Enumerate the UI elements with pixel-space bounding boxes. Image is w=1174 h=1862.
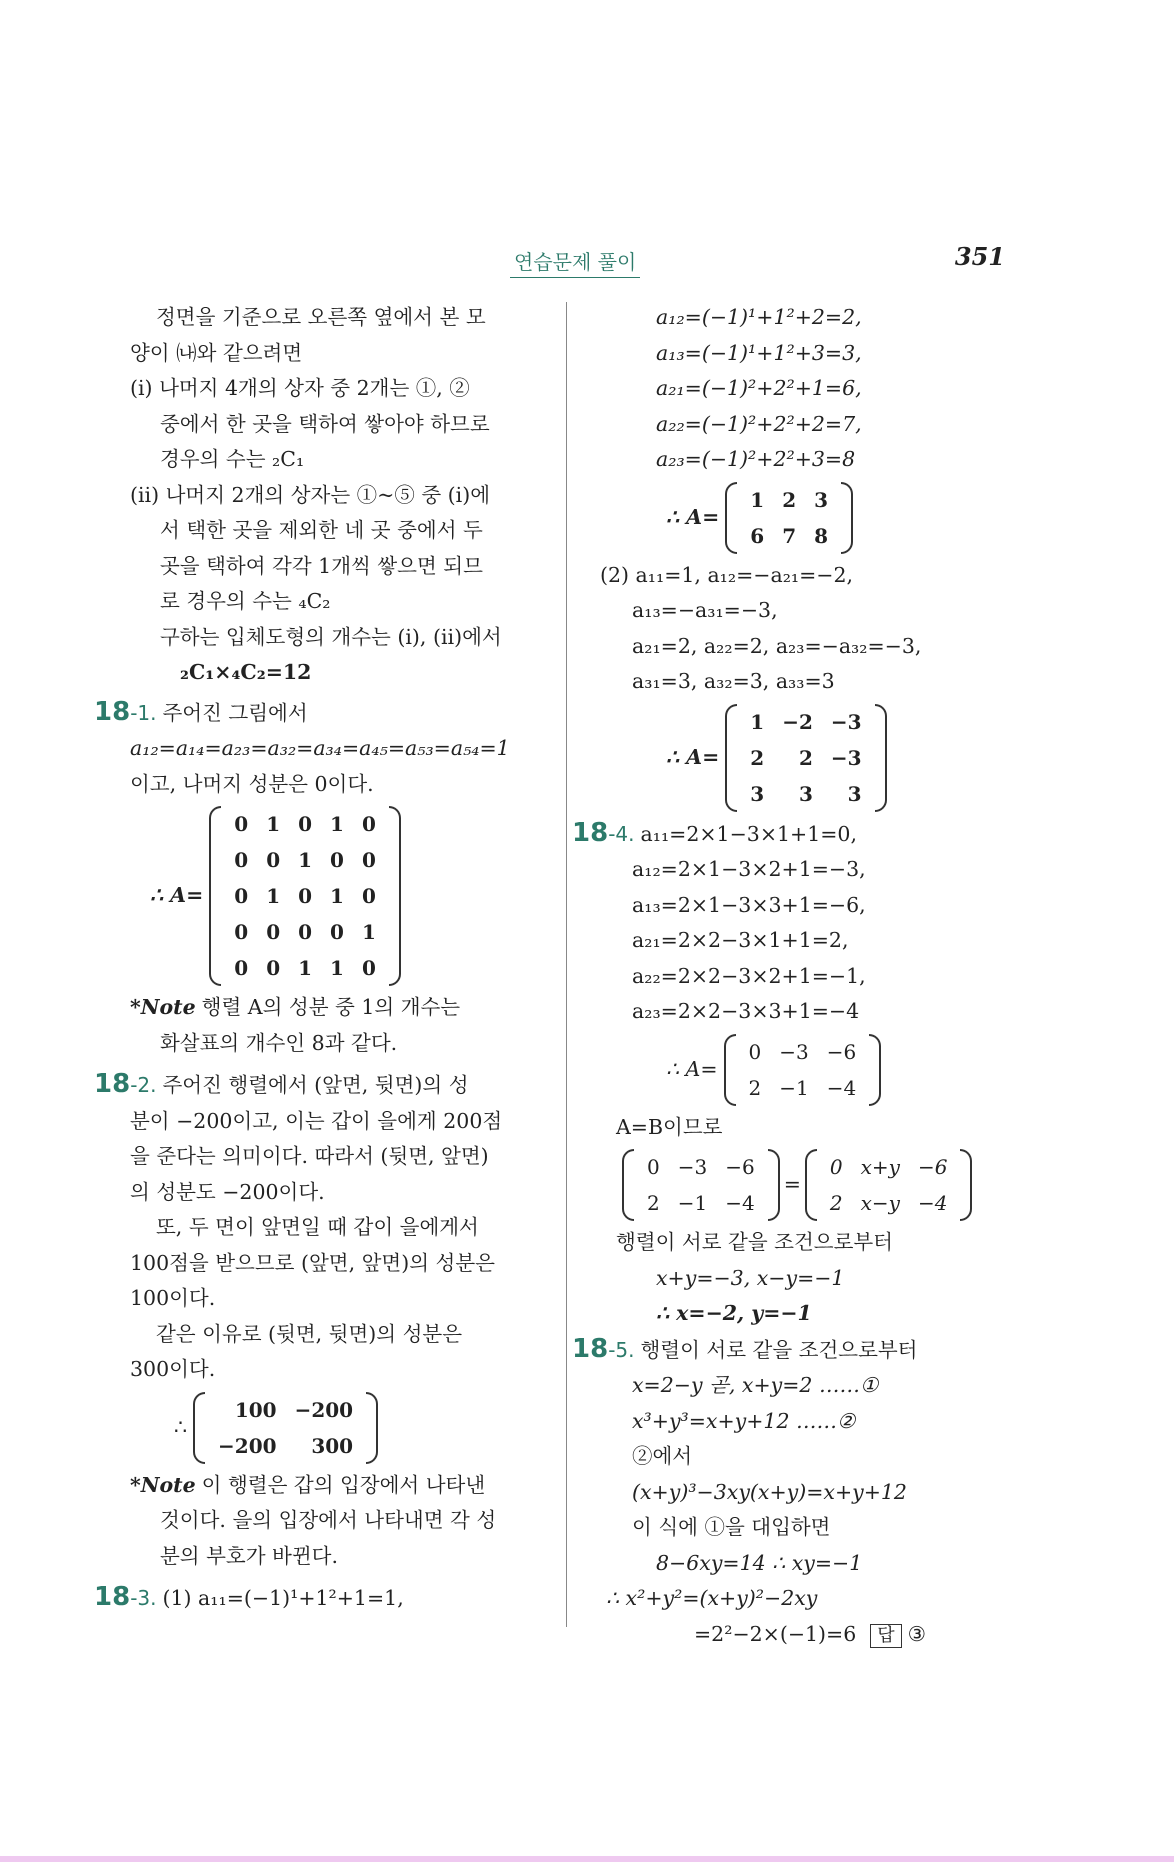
equals-sign: = — [783, 1172, 801, 1197]
text-line: (2) a₁₁=1, a₁₂=−a₂₁=−2, — [600, 562, 854, 587]
text-line: ②에서 — [632, 1444, 693, 1468]
text-line: a₂₂=2×2−3×2+1=−1, — [632, 963, 866, 988]
final-line: =2²−2×(−1)=6 답 ③ — [694, 1621, 927, 1646]
text-line: 8−6xy=14 ∴ xy=−1 — [656, 1550, 863, 1575]
text-line: a₂₁=(−1)²+2²+1=6, — [656, 376, 862, 400]
text-line: a₁₂=2×1−3×2+1=−3, — [632, 857, 866, 881]
text-line: (x+y)³−3xy(x+y)=x+y+12 — [632, 1479, 907, 1504]
text-line: x=2−y 곧, x+y=2 ……① — [632, 1373, 879, 1397]
right-column — [572, 300, 1016, 1652]
problem-number: 18-5. — [572, 1333, 635, 1364]
problem-number: 18-2. — [94, 1069, 157, 1099]
text-line: 중에서 한 곳을 택하여 쌓아야 하므로 — [160, 411, 490, 436]
matrix-table: 100 −200 −200 300 — [218, 1397, 354, 1458]
left-column — [94, 300, 550, 1617]
text-line: a₂₂=(−1)²+2²+2=7, — [656, 411, 862, 436]
matrix-table: 1 −2 −3 2 2 −3 3 3 3 — [750, 709, 862, 806]
matrix-table: 1 2 3 6 7 8 — [750, 487, 829, 548]
text-line: a₂₃=(−1)²+2²+3=8 — [656, 447, 856, 471]
text-line: x³+y³=x+y+12 ……② — [632, 1408, 856, 1433]
text-line: a₁₃=−a₃₁=−3, — [632, 598, 778, 622]
text-line: (ⅰ) 나머지 4개의 상자 중 2개는 ①, ② — [130, 376, 470, 400]
page-number: 351 — [954, 242, 1005, 271]
result-line: ∴ x=−2, y=−1 — [656, 1301, 812, 1325]
note-line: 것이다. 을의 입장에서 나타내면 각 성 — [160, 1508, 497, 1532]
matrix-a-2x3: ∴ A= 1 2 3 6 7 8 — [666, 482, 1016, 554]
answer-choice: ③ — [907, 1621, 927, 1646]
text-line: a₃₁=3, a₃₂=3, a₃₃=3 — [632, 669, 835, 693]
text-line: 이고, 나머지 성분은 0이다. — [130, 771, 374, 796]
problem-18-2-heading: 18-2. 주어진 행렬에서 (앞면, 뒷면)의 성 — [94, 1069, 469, 1099]
text-line: A=B이므로 — [616, 1114, 723, 1139]
text-line: 같은 이유로 (뒷면, 뒷면)의 성분은 — [156, 1321, 463, 1346]
text-line: a₁₃=2×1−3×3+1=−6, — [632, 892, 866, 917]
text-line: 또, 두 면이 앞면일 때 갑이 을에게서 — [156, 1215, 479, 1239]
matrix-table: 0 x+y −6 2 x−y −4 — [829, 1155, 948, 1215]
note-line: *Note 이 행렬은 갑의 입장에서 나타낸 — [130, 1472, 486, 1497]
column-divider — [566, 302, 567, 1627]
text-line: 경우의 수는 ₂C₁ — [160, 447, 305, 471]
problem-number: 18-3. — [94, 1582, 157, 1612]
matrix-a-5x5: ∴ A= 0 1 0 1 0 0 0 1 0 0 0 1 0 1 0 0 0 0 0 1 0 0 1 1 0 — [150, 806, 550, 986]
bottom-edge-strip — [0, 1856, 1174, 1862]
problem-18-5-heading: 18-5. 행렬이 서로 같을 조건으로부터 — [572, 1333, 918, 1364]
section-title: 연습문제 풀이 — [510, 246, 640, 278]
problem-18-3-heading: 18-3. (1) a₁₁=(−1)¹+1²+1=1, — [94, 1582, 404, 1612]
text-line: 분이 −200이고, 이는 갑이 을에게 200점 — [130, 1108, 503, 1133]
text-line: 양이 ㈏와 같으려면 — [130, 340, 303, 365]
text-line: x+y=−3, x−y=−1 — [656, 1265, 845, 1290]
text-line: 서 택한 곳을 제외한 네 곳 중에서 두 — [160, 518, 483, 542]
text-line: a₂₃=2×2−3×3+1=−4 — [632, 999, 860, 1023]
text-line: a₁₃=(−1)¹+1²+3=3, — [656, 340, 862, 365]
text-line: a₁₂=a₁₄=a₂₃=a₃₂=a₃₄=a₄₅=a₅₃=a₅₄=1 — [130, 736, 510, 760]
text-line: (ⅱ) 나머지 2개의 상자는 ①~⑤ 중 (ⅰ)에 — [130, 482, 491, 507]
matrix-table: 0 −3 −6 2 −1 −4 — [647, 1155, 755, 1215]
text-line: ∴ x²+y²=(x+y)²−2xy — [606, 1586, 818, 1610]
matrix-a-3x3: ∴ A= 1 −2 −3 2 2 −3 3 3 3 — [666, 704, 1016, 812]
text-line: 정면을 기준으로 오른쪽 옆에서 본 모 — [156, 305, 486, 329]
page-header — [110, 242, 1005, 282]
text-line: a₂₁=2×2−3×1+1=2, — [632, 928, 849, 952]
matrix-table: 0 1 0 1 0 0 0 1 0 0 0 1 0 1 0 0 0 0 0 1 0 0 1 1 0 — [234, 812, 376, 980]
text-line: 300이다. — [130, 1357, 216, 1381]
text-line: a₁₂=(−1)¹+1²+2=2, — [656, 305, 862, 329]
problem-number: 18-4. — [572, 817, 635, 848]
result-line: ₂C₁×₄C₂=12 — [180, 660, 312, 684]
matrix-equation — [622, 1149, 1016, 1221]
text-line: 구하는 입체도형의 개수는 (ⅰ), (ⅱ)에서 — [160, 624, 502, 649]
answer-tag: 답 — [870, 1624, 901, 1648]
problem-18-1-heading: 18-1. 주어진 그림에서 — [94, 696, 308, 727]
text-line: 곳을 택하여 각각 1개씩 쌓으면 되므 — [160, 553, 483, 578]
note-line: 화살표의 개수인 8과 같다. — [160, 1030, 398, 1055]
matrix-table: 0 −3 −6 2 −1 −4 — [748, 1039, 857, 1100]
text-line: 100점을 받으므로 (앞면, 앞면)의 성분은 — [130, 1250, 495, 1275]
text-line: 이 식에 ①을 대입하면 — [632, 1515, 831, 1539]
text-line: 100이다. — [130, 1286, 216, 1310]
text-line: 의 성분도 −200이다. — [130, 1179, 325, 1204]
problem-18-4-heading: 18-4. a₁₁=2×1−3×1+1=0, — [572, 817, 857, 848]
text-line: a₂₁=2, a₂₂=2, a₂₃=−a₃₂=−3, — [632, 633, 922, 658]
note-line: *Note 행렬 A의 성분 중 1의 개수는 — [130, 995, 461, 1019]
matrix-a-4: ∴ A= 0 −3 −6 2 −1 −4 — [666, 1034, 1016, 1106]
text-line: 로 경우의 수는 ₄C₂ — [160, 589, 331, 613]
matrix-payoff: ∴ 100 −200 −200 300 — [174, 1392, 550, 1464]
problem-number: 18-1. — [94, 696, 157, 727]
text-line: 행렬이 서로 같을 조건으로부터 — [616, 1230, 893, 1254]
note-line: 분의 부호가 바뀐다. — [160, 1543, 338, 1568]
text-line: 을 준다는 의미이다. 따라서 (뒷면, 앞면) — [130, 1144, 489, 1168]
